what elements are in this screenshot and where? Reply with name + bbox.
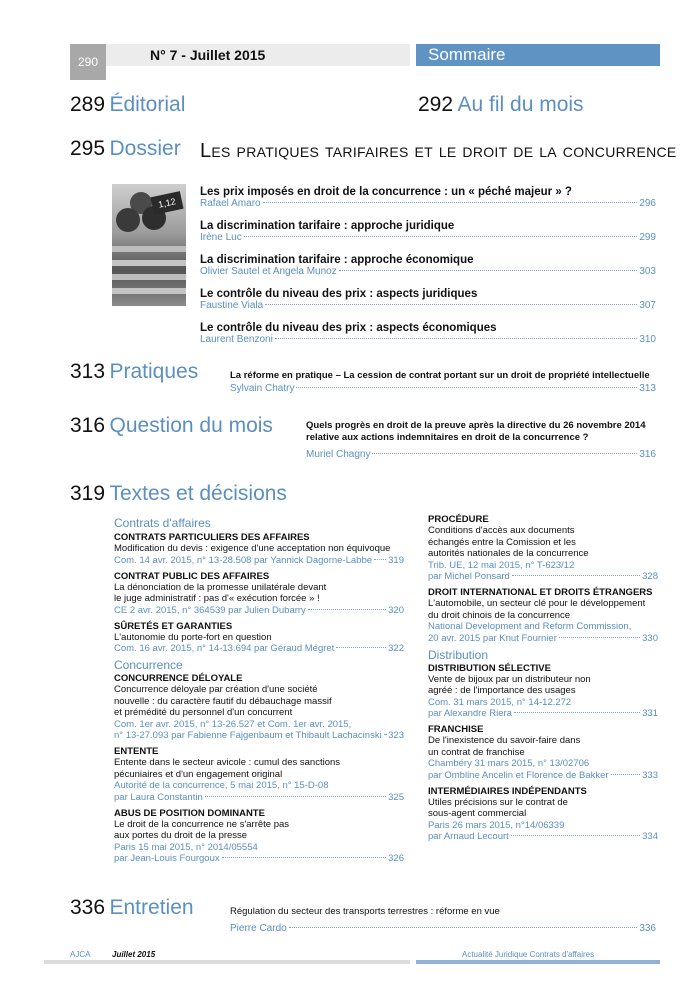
article-page: 307 — [639, 300, 656, 311]
textes-page: 319 — [70, 482, 106, 505]
decision-subject: SÛRETÉS ET GARANTIES — [114, 620, 233, 632]
decision-ref: par Laura Constantin — [114, 791, 203, 803]
dossier-title: Dossier — [109, 137, 181, 160]
article-title: La discrimination tarifaire : approche juridique — [200, 220, 455, 232]
decision-ref: par Arnaud Lecourt — [428, 831, 509, 842]
decision-text: et prémédité du personnel d'un concurrent — [114, 707, 293, 718]
decision-text: Vente de bijoux par un distributeur non — [428, 673, 591, 685]
article-author: Faustine Viala — [200, 300, 264, 311]
dossier-page: 295 — [70, 137, 106, 160]
dossier-photo — [112, 184, 186, 306]
decision-ref: National Development and Reform Commission, — [428, 621, 632, 632]
page-number: 290 — [70, 44, 106, 80]
article-page: 296 — [639, 198, 656, 209]
decision-page: 333 — [642, 769, 658, 781]
decision-text: aux portes du droit de la presse — [114, 830, 248, 841]
decision-entry[interactable] — [428, 724, 658, 781]
dossier-heading[interactable] — [70, 137, 181, 161]
decision-page: 319 — [388, 554, 404, 566]
decision-subject: ABUS DE POSITION DOMINANTE — [114, 807, 265, 819]
decision-ref: Com. 1er avr. 2015, n° 13-26.527 et Com. 1er avr. 2015, — [114, 718, 352, 730]
decision-ref: Com. 31 mars 2015, n° 14-12.272 — [428, 696, 572, 708]
article-author: Rafael Amaro — [200, 198, 261, 209]
article-author: Pierre Cardo — [230, 923, 287, 934]
au-fil-page: 292 — [418, 93, 454, 116]
pratiques-page: 313 — [70, 360, 106, 383]
decision-entry[interactable] — [114, 673, 404, 741]
dossier-article-list — [200, 186, 656, 356]
category-heading: Distribution — [428, 647, 489, 662]
pratiques-title: Pratiques — [109, 360, 199, 383]
price-tag: 1,12 — [150, 191, 183, 215]
article-title: La discrimination tarifaire : approche économique — [200, 254, 474, 266]
decision-subject: PROCÉDURE — [428, 514, 489, 525]
decision-text: sous-agent commercial — [428, 808, 527, 819]
decision-ref: Com. 16 avr. 2015, n° 14-13.694 par Géraud Mégret — [114, 643, 335, 654]
footer-journal-abbrev: AJCA — [70, 950, 91, 959]
decision-entry[interactable] — [428, 663, 658, 720]
article-page: 299 — [639, 232, 656, 243]
decision-text: Concurrence déloyale par création d'une société — [114, 684, 318, 695]
decision-text: Conditions d'accès aux documents — [428, 525, 575, 536]
article-author: Laurent Benzoni — [200, 334, 273, 345]
decision-entry[interactable] — [114, 571, 404, 616]
footer-rule-left — [44, 960, 410, 964]
article-title-line1: Quels progrès en droit de la preuve après la directive du 26 novembre 2014 — [306, 420, 646, 431]
decision-text: échangés entre la Comission et les — [428, 536, 576, 548]
decision-text: agréé : de l'importance des usages — [428, 685, 576, 696]
dossier-article[interactable] — [200, 220, 656, 254]
dossier-theme: Les pratiques tarifaires et le droit de la concurrence — [200, 140, 677, 162]
issue-label: N° 7 - Juillet 2015 — [150, 47, 266, 63]
dossier-article[interactable] — [200, 288, 656, 322]
question-article[interactable] — [306, 420, 656, 460]
textes-title: Textes et décisions — [109, 482, 287, 505]
article-author: Sylvain Chatry — [230, 383, 295, 394]
decision-text: Modification du devis : exigence d'une acceptation non équivoque — [114, 543, 391, 554]
section-label: Sommaire — [416, 44, 660, 66]
decision-ref: par Ombline Ancelin et Florence de Bakker — [428, 769, 609, 781]
dossier-article[interactable] — [200, 186, 656, 220]
article-author: Olivier Sautel et Angela Munoz — [200, 266, 337, 277]
decision-subject: ENTENTE — [114, 746, 159, 757]
decision-ref: par Michel Ponsard — [428, 571, 510, 582]
question-title: Question du mois — [109, 414, 273, 437]
editorial-page: 289 — [70, 93, 106, 116]
decision-page: 328 — [642, 571, 658, 582]
entretien-heading[interactable] — [70, 896, 194, 920]
article-title: Le contrôle du niveau des prix : aspects juridiques — [200, 288, 478, 300]
article-page: 303 — [639, 266, 656, 277]
entretien-page: 336 — [70, 896, 106, 919]
textes-heading[interactable] — [70, 482, 287, 506]
decision-entry[interactable] — [428, 514, 658, 582]
entretien-title: Entretien — [109, 896, 194, 919]
dossier-article[interactable] — [200, 322, 656, 356]
textes-right-column — [428, 514, 658, 842]
entretien-article[interactable] — [230, 906, 656, 934]
article-page: 336 — [639, 923, 656, 934]
footer-journal-name: Actualité Juridique Contrats d'affaires — [462, 950, 595, 959]
decision-ref: Com. 14 avr. 2015, n° 13-28.508 par Yannick Dagorne-Labbe — [114, 554, 373, 566]
decision-subject: INTERMÉDIAIRES INDÉPENDANTS — [428, 785, 587, 797]
decision-page: 330 — [642, 632, 658, 644]
decision-subject: CONCURRENCE DÉLOYALE — [114, 673, 243, 684]
decision-entry[interactable] — [114, 746, 404, 803]
dossier-article[interactable] — [200, 254, 656, 288]
decision-page: 320 — [388, 604, 404, 616]
decision-text: La dénonciation de la promesse unilatérale devant — [114, 581, 327, 593]
article-page: 313 — [639, 383, 656, 394]
decision-ref: par Jean-Louis Fourgoux — [114, 853, 220, 864]
decision-text: Le droit de la concurrence ne s'arrête pas — [114, 818, 290, 830]
decision-text: un contrat de franchise — [428, 746, 525, 758]
decision-text: du droit chinois de la concurrence — [428, 609, 571, 621]
decision-entry[interactable] — [428, 587, 658, 644]
decision-subject: CONTRATS PARTICULIERS DES AFFAIRES — [114, 532, 310, 543]
article-title: Les prix imposés en droit de la concurrence : un « péché majeur » ? — [200, 186, 572, 198]
pratiques-article[interactable] — [230, 370, 656, 394]
decision-subject: CONTRAT PUBLIC DES AFFAIRES — [114, 570, 270, 582]
decision-page: 326 — [388, 853, 404, 864]
article-page: 316 — [639, 449, 656, 460]
decision-ref: par Alexandre Riera — [428, 708, 512, 719]
decision-page: 331 — [642, 708, 658, 719]
category-heading: Contrats d'affaires — [114, 516, 211, 530]
article-title: La réforme en pratique – La cession de contrat portant sur un droit de propriété intellectuelle — [230, 370, 650, 381]
decision-text: nouvelle : du caractère fautif du débauchage massif — [114, 695, 332, 707]
article-title: Le contrôle du niveau des prix : aspects économiques — [200, 322, 497, 334]
decision-page: 334 — [642, 831, 658, 842]
footer-rule-right — [416, 960, 660, 964]
question-page: 316 — [70, 414, 106, 437]
decision-entry[interactable] — [114, 621, 404, 655]
article-title-line2: relative aux actions indemnitaires en droit de la concurrence ? — [306, 432, 589, 443]
decision-text: le juge administratif : pas d'« exécution forcée » ! — [114, 593, 320, 604]
decision-ref: CE 2 avr. 2015, n° 364539 par Julien Dubarry — [114, 604, 306, 616]
decision-text: L'automobile, un secteur clé pour le développement — [428, 598, 646, 609]
decision-ref: Paris 26 mars 2015, n°14/06339 — [428, 819, 565, 831]
decision-entry[interactable] — [114, 808, 404, 865]
textes-left-column — [114, 516, 404, 864]
decision-ref: Paris 15 mai 2015, n° 2014/05554 — [114, 841, 258, 853]
decision-ref: Autorité de la concurrence, 5 mai 2015, n° 15-D-08 — [114, 780, 329, 791]
decision-subject: FRANCHISE — [428, 724, 484, 735]
article-author: Irène Luc — [200, 232, 242, 243]
decision-ref: 20 avr. 2015 par Knut Fournier — [428, 632, 557, 644]
pratiques-heading[interactable] — [70, 360, 198, 384]
decision-page: 322 — [388, 643, 404, 654]
decision-entry[interactable] — [114, 532, 404, 566]
decision-entry[interactable] — [428, 786, 658, 843]
decision-subject: DROIT INTERNATIONAL ET DROITS ÉTRANGERS — [428, 587, 653, 598]
decision-text: Entente dans le secteur avicole : cumul des sanctions — [114, 757, 341, 768]
au-fil-title: Au fil du mois — [457, 93, 584, 116]
footer-date: Juillet 2015 — [112, 950, 156, 959]
decision-text: pécuniaires et d'un engagement original — [114, 768, 283, 780]
question-heading[interactable] — [70, 414, 273, 438]
decision-text: autorités nationales de la concurrence — [428, 548, 589, 559]
decision-page: 323 — [388, 730, 404, 741]
decision-subject: DISTRIBUTION SÉLECTIVE — [428, 662, 551, 674]
decision-text: Utiles précisions sur le contrat de — [428, 796, 568, 808]
decision-text: L'autonomie du porte-fort en question — [114, 631, 272, 643]
editorial-heading[interactable] — [70, 93, 185, 117]
decision-ref: Trib. UE, 12 mai 2015, n° T-623/12 — [428, 559, 575, 571]
article-author: Muriel Chagny — [306, 449, 371, 460]
decision-page: 325 — [388, 791, 404, 803]
decision-ref: Chambéry 31 mars 2015, n° 13/02706 — [428, 758, 590, 769]
au-fil-heading[interactable] — [418, 93, 584, 117]
article-title: Régulation du secteur des transports terrestres : réforme en vue — [230, 906, 500, 917]
decision-text: De l'inexistence du savoir-faire dans — [428, 735, 581, 746]
decision-ref: n° 13-27.093 par Fabienne Fajgenbaum et Thibault Lachacinski — [114, 730, 382, 741]
editorial-title: Éditorial — [109, 93, 186, 116]
article-page: 310 — [639, 334, 656, 345]
category-heading: Concurrence — [114, 658, 183, 672]
